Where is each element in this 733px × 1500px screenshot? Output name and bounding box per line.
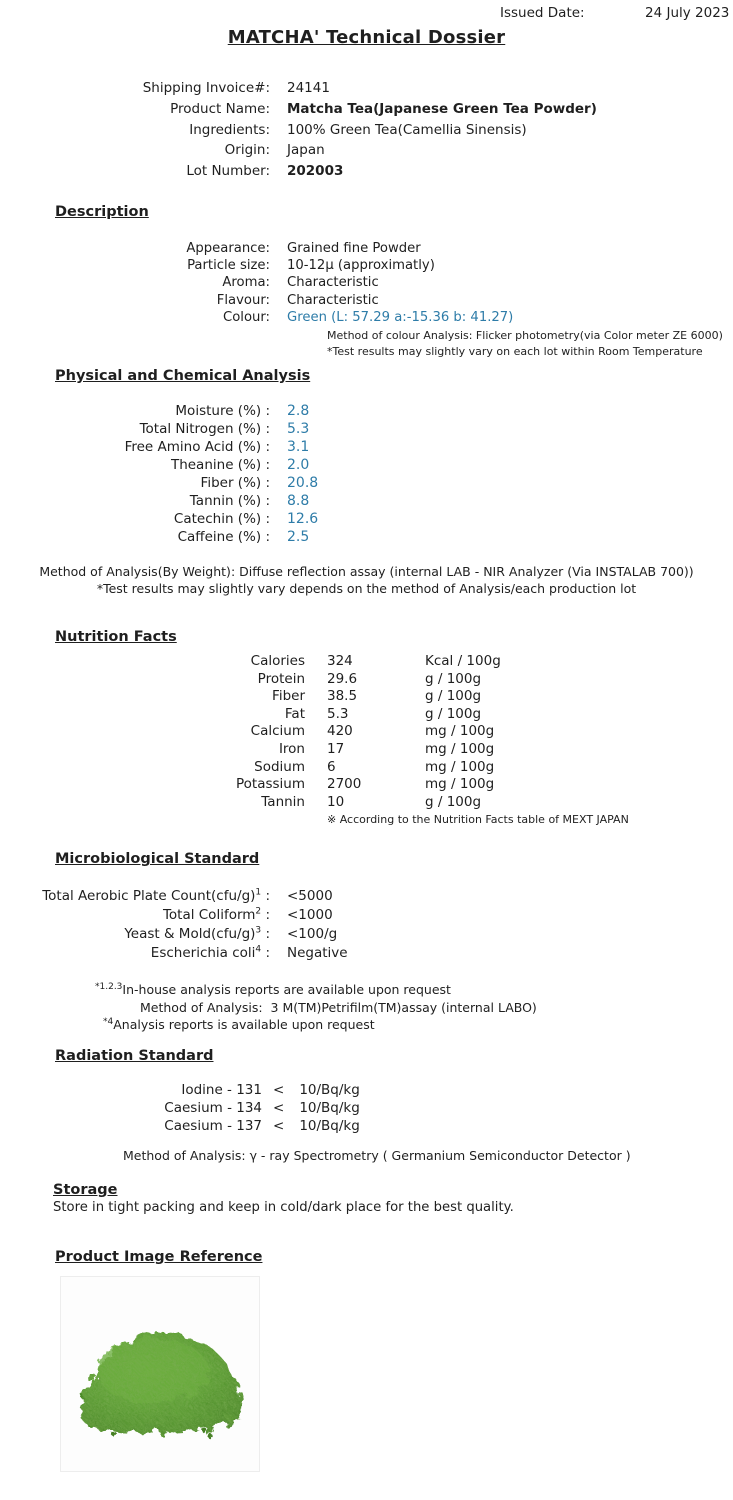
tannin-unit: g / 100g bbox=[425, 793, 482, 810]
micro-footnote-4: $^{*4}$Analysis reports is available upon request bbox=[103, 1017, 375, 1033]
potassium-value: 2700 bbox=[327, 776, 362, 793]
issued-date-label: Issued Date: bbox=[500, 5, 585, 21]
lot-number-value: 202003 bbox=[287, 163, 344, 180]
description-row bbox=[0, 274, 733, 291]
analysis-row bbox=[0, 474, 733, 492]
superscript-3: 3 bbox=[255, 925, 262, 936]
sodium-unit: mg / 100g bbox=[425, 758, 495, 775]
calories-label: Calories bbox=[250, 653, 305, 669]
particle-size-value: 10-12µ (approximatly) bbox=[287, 258, 435, 274]
section-heading-storage: Storage bbox=[53, 1181, 118, 1198]
less-than-sign: < bbox=[273, 1081, 285, 1098]
section-heading-product-image: Product Image Reference bbox=[55, 1248, 263, 1265]
total-nitrogen-value: 5.3 bbox=[287, 421, 310, 437]
product-info-row bbox=[0, 78, 733, 99]
issued-date-value: 24 July 2023 bbox=[645, 5, 730, 21]
caesium-134-label: Caesium - 134 bbox=[164, 1099, 262, 1116]
fiber-label: Fiber bbox=[272, 688, 305, 705]
aroma-label: Aroma: bbox=[222, 275, 270, 291]
iron-value: 17 bbox=[327, 740, 345, 757]
nutrition-section bbox=[0, 653, 733, 828]
potassium-label: Potassium bbox=[235, 776, 305, 793]
physical-chemical-section bbox=[0, 402, 733, 597]
superscript-4: 4 bbox=[255, 944, 262, 955]
catechin-label: Catechin (%) : bbox=[173, 511, 270, 527]
caesium-137-label: Caesium - 137 bbox=[164, 1117, 262, 1134]
fat-label: Fat bbox=[284, 705, 305, 722]
less-than-sign: < bbox=[273, 1099, 285, 1116]
origin-label: Origin: bbox=[224, 142, 270, 159]
iron-label: Iron bbox=[278, 740, 305, 757]
fiber-value: 38.5 bbox=[327, 688, 358, 705]
product-info-row bbox=[0, 99, 733, 120]
appearance-value: Grained fine Powder bbox=[287, 240, 421, 256]
iodine-131-label: Iodine - 131 bbox=[181, 1081, 262, 1098]
product-info-section bbox=[0, 78, 733, 182]
radiation-row bbox=[0, 1117, 733, 1135]
colour-value: Green (L: 57.29 a:-15.36 b: 41.27) bbox=[287, 309, 514, 325]
escherichia-coli-value: Negative bbox=[287, 945, 348, 962]
section-heading-physical-chemical: Physical and Chemical Analysis bbox=[55, 368, 311, 384]
tannin-label: Tannin bbox=[261, 793, 305, 810]
caesium-137-value: 10/Bq/kg bbox=[299, 1117, 360, 1134]
product-name-label: Product Name: bbox=[170, 100, 270, 117]
colour-variance-note: *Test results may slightly vary on each lot within Room Temperature bbox=[327, 345, 703, 358]
nutrition-row bbox=[0, 776, 733, 794]
product-info-row bbox=[0, 140, 733, 161]
potassium-unit: mg / 100g bbox=[425, 776, 495, 793]
calcium-value: 420 bbox=[327, 723, 353, 740]
flavour-label: Flavour: bbox=[216, 292, 270, 308]
analysis-row bbox=[0, 456, 733, 474]
particle-size-label: Particle size: bbox=[187, 258, 270, 274]
theanine-label: Theanine (%) : bbox=[170, 457, 270, 473]
iron-unit: mg / 100g bbox=[425, 740, 495, 757]
section-heading-nutrition: Nutrition Facts bbox=[55, 629, 177, 645]
analysis-row bbox=[0, 492, 733, 510]
issued-date-row bbox=[0, 0, 733, 23]
product-info-row bbox=[0, 120, 733, 141]
nutrition-row bbox=[0, 688, 733, 706]
superscript-2: 2 bbox=[255, 906, 262, 917]
calories-value: 324 bbox=[327, 653, 353, 669]
total-nitrogen-label: Total Nitrogen (%) : bbox=[139, 421, 270, 437]
page-title: MATCHA' Technical Dossier bbox=[227, 27, 506, 48]
section-heading-description: Description bbox=[55, 203, 149, 220]
fat-value: 5.3 bbox=[327, 705, 349, 722]
ingredients-label: Ingredients: bbox=[189, 121, 270, 138]
micro-row bbox=[0, 887, 733, 906]
micro-method-note: Method of Analysis: 3 M(TM)Petrifilm(TM)assay (internal LABO) bbox=[140, 999, 537, 1015]
lot-number-label: Lot Number: bbox=[186, 163, 270, 180]
analysis-method-notes bbox=[0, 564, 733, 597]
analysis-row bbox=[0, 528, 733, 546]
micro-footnote-123: $^{*1.2.3}$In-house analysis reports are available upon request bbox=[95, 982, 451, 998]
analysis-row bbox=[0, 510, 733, 528]
nutrition-footnote: ※ According to the Nutrition Facts table of MEXT JAPAN bbox=[327, 813, 629, 827]
product-name-value: Matcha Tea(Japanese Green Tea Powder) bbox=[287, 100, 597, 117]
appearance-label: Appearance: bbox=[186, 240, 270, 256]
nutrition-row bbox=[0, 759, 733, 777]
micro-row bbox=[0, 925, 733, 944]
radiation-row bbox=[0, 1099, 733, 1117]
protein-label: Protein bbox=[257, 670, 305, 687]
less-than-sign: < bbox=[273, 1117, 285, 1134]
matcha-powder-illustration bbox=[61, 1277, 259, 1471]
description-row bbox=[0, 309, 733, 326]
analysis-row bbox=[0, 420, 733, 438]
radiation-row bbox=[0, 1081, 733, 1099]
aerobic-plate-count-label: Total Aerobic Plate $Count(cfu/g)^1$ : bbox=[42, 887, 270, 905]
nutrition-row bbox=[0, 794, 733, 812]
radiation-section bbox=[0, 1081, 733, 1163]
section-heading-radiation: Radiation Standard bbox=[55, 1047, 214, 1064]
description-notes bbox=[0, 328, 733, 360]
microbiological-section bbox=[0, 887, 733, 1034]
iodine-131-value: 10/Bq/kg bbox=[299, 1081, 360, 1098]
free-amino-acid-value: 3.1 bbox=[287, 439, 310, 455]
product-image bbox=[60, 1276, 260, 1472]
caffeine-label: Caffeine (%) : bbox=[177, 529, 270, 545]
protein-unit: g / 100g bbox=[425, 670, 482, 687]
fiber-pct-label: Fiber (%) : bbox=[200, 475, 270, 491]
nutrition-row bbox=[0, 741, 733, 759]
total-coliform-label: Total Coliform$^2$ : bbox=[162, 906, 270, 924]
nutrition-row bbox=[0, 671, 733, 689]
shipping-invoice-label: Shipping Invoice#: bbox=[142, 80, 270, 96]
colour-method-note: Method of colour Analysis: Flicker photometry(via Color meter ZE 6000) bbox=[327, 329, 723, 342]
sodium-label: Sodium bbox=[254, 758, 305, 775]
nutrition-row bbox=[0, 723, 733, 741]
analysis-row bbox=[0, 438, 733, 456]
moisture-value: 2.8 bbox=[287, 403, 310, 419]
nutrition-row bbox=[0, 706, 733, 724]
storage-instructions: Store in tight packing and keep in cold/dark place for the best quality. bbox=[53, 1199, 514, 1215]
calories-unit: Kcal / 100g bbox=[425, 653, 501, 669]
moisture-label: Moisture (%) : bbox=[175, 403, 270, 419]
free-amino-acid-label: Free Amino Acid (%) : bbox=[124, 439, 270, 455]
calcium-label: Calcium bbox=[250, 723, 305, 740]
tannin-value: 10 bbox=[327, 793, 345, 810]
radiation-method-note: Method of Analysis: γ - ray Spectrometry ( Germanium Semiconductor Detector ) bbox=[123, 1147, 631, 1163]
microbiological-notes bbox=[0, 981, 733, 1034]
yeast-mold-value: <100/g bbox=[287, 926, 338, 943]
fiber-pct-value: 20.8 bbox=[287, 475, 319, 491]
superscript-1: 1 bbox=[255, 887, 262, 898]
description-row bbox=[0, 257, 733, 274]
shipping-invoice-value: 24141 bbox=[287, 80, 330, 96]
colour-label: Colour: bbox=[223, 309, 270, 325]
analysis-method-note: Method of Analysis(By Weight): Diffuse reflection assay (internal LAB - NIR Analyzer (Via INSTALAB 700)) bbox=[39, 564, 694, 579]
protein-value: 29.6 bbox=[327, 670, 358, 687]
theanine-value: 2.0 bbox=[287, 457, 310, 473]
tannin-pct-label: Tannin (%) : bbox=[189, 493, 270, 509]
fat-unit: g / 100g bbox=[425, 705, 482, 722]
caesium-134-value: 10/Bq/kg bbox=[299, 1099, 360, 1116]
aerobic-plate-count-value: <5000 bbox=[287, 888, 333, 905]
catechin-value: 12.6 bbox=[287, 511, 319, 527]
caffeine-value: 2.5 bbox=[287, 529, 310, 545]
escherichia-coli-label: Escherichia coli$^4$ : bbox=[150, 944, 270, 962]
description-section bbox=[0, 240, 733, 360]
section-heading-microbiological: Microbiological Standard bbox=[55, 851, 260, 868]
analysis-variance-note: *Test results may slightly vary depends on the method of Analysis/each production lot bbox=[96, 580, 637, 596]
micro-row bbox=[0, 906, 733, 925]
nutrition-row bbox=[0, 653, 733, 671]
ingredients-value: 100% Green Tea(Camellia Sinensis) bbox=[287, 121, 527, 138]
fiber-unit: g / 100g bbox=[425, 688, 482, 705]
flavour-value: Characteristic bbox=[287, 292, 379, 308]
origin-value: Japan bbox=[287, 142, 325, 159]
analysis-row bbox=[0, 402, 733, 420]
description-row bbox=[0, 292, 733, 309]
description-row bbox=[0, 240, 733, 257]
yeast-mold-label: Yeast & $Mold(cfu/g)^3$ : bbox=[124, 925, 270, 943]
calcium-unit: mg / 100g bbox=[425, 723, 495, 740]
product-info-row bbox=[0, 161, 733, 182]
micro-row bbox=[0, 944, 733, 963]
aroma-value: Characteristic bbox=[287, 275, 379, 291]
tannin-pct-value: 8.8 bbox=[287, 493, 310, 509]
total-coliform-value: <1000 bbox=[287, 907, 333, 924]
sodium-value: 6 bbox=[327, 758, 336, 775]
